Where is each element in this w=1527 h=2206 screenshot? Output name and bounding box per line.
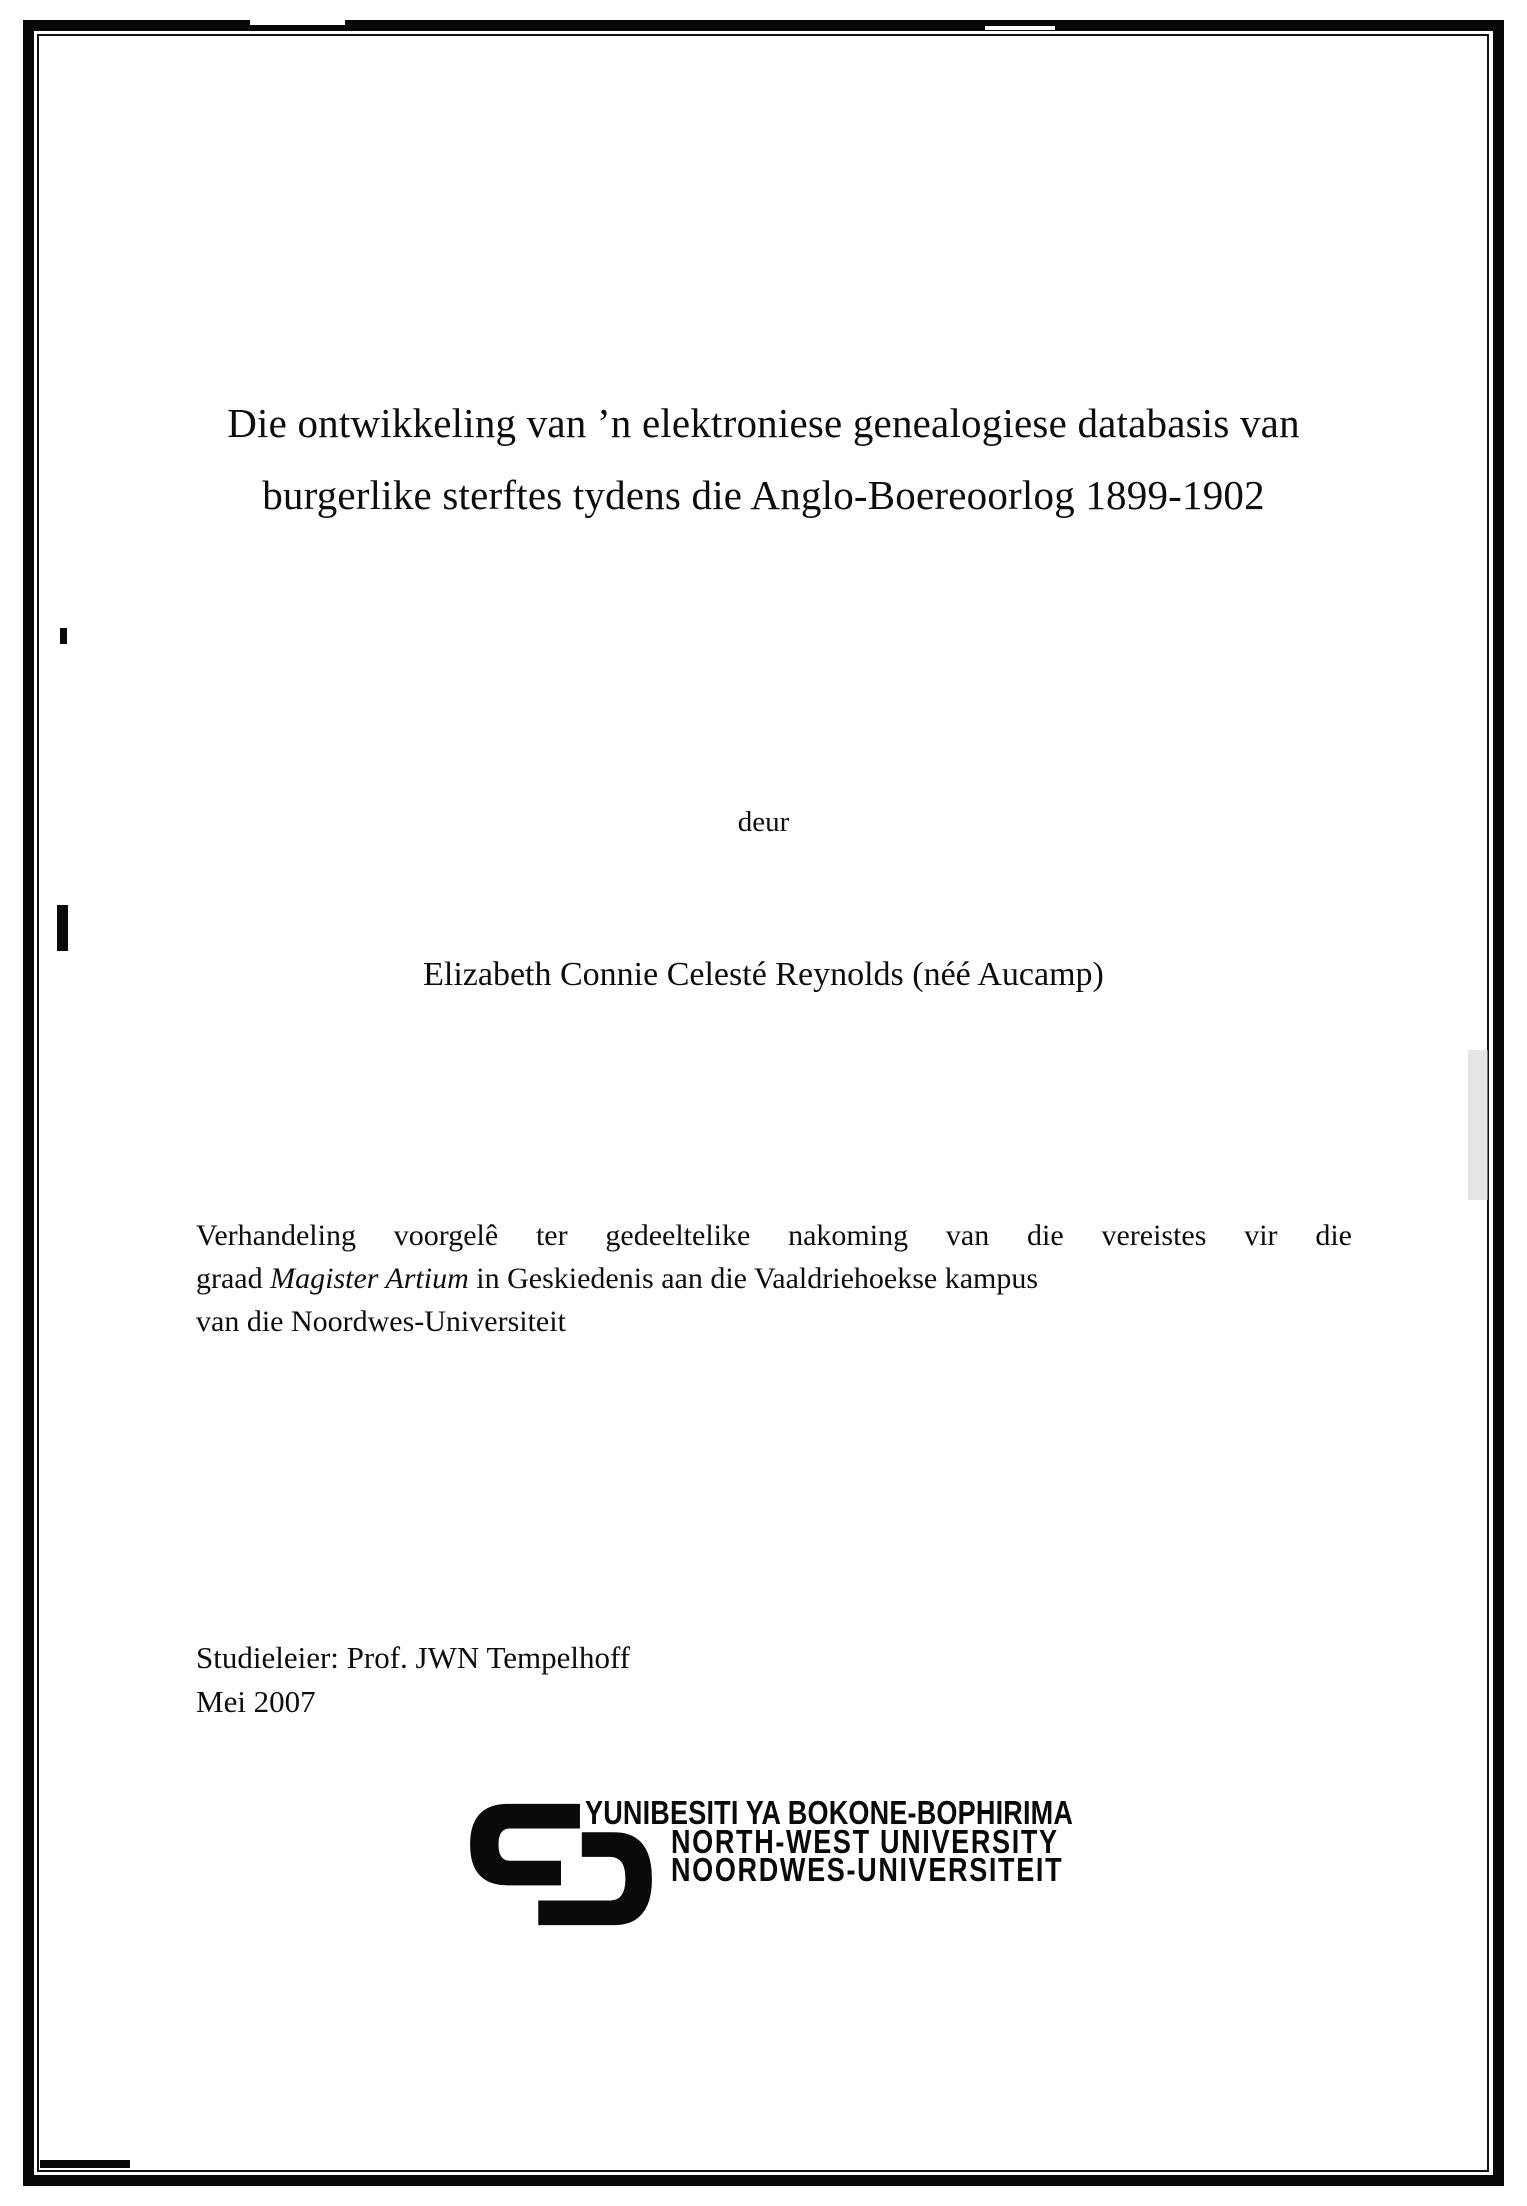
degree-statement-line2-post: in Geskiedenis aan die Vaaldriehoekse kampus <box>468 1262 1039 1295</box>
logo-line-setswana: YUNIBESITI YA BOKONE-BOPHIRIMA <box>585 1794 1074 1831</box>
scan-artifact <box>250 20 345 25</box>
supervisor-block <box>196 1636 630 1724</box>
degree-statement-line2 <box>196 1257 1352 1300</box>
author-name: Elizabeth Connie Celesté Reynolds (néé Aucamp) <box>423 956 1104 993</box>
scan-artifact <box>40 2160 130 2168</box>
supervisor-line: Studieleier: Prof. JWN Tempelhoff <box>196 1640 631 1675</box>
logo-line-afrikaans: NOORDWES-UNIVERSITEIT <box>671 1851 1064 1888</box>
scan-artifact <box>1468 1050 1488 1200</box>
logo-line-english: NORTH-WEST UNIVERSITY <box>671 1822 1059 1860</box>
thesis-title-line2: burgerlike sterftes tydens die Anglo-Boereoorlog 1899-1902 <box>262 472 1265 518</box>
byline: deur <box>737 806 790 838</box>
scan-artifact <box>985 26 1055 30</box>
nwu-logo-text <box>585 1794 1180 1888</box>
degree-statement-line3: van die Noordwes-Universiteit <box>196 1305 566 1338</box>
scan-artifact <box>60 628 67 644</box>
degree-statement-line2-pre: graad <box>196 1262 271 1295</box>
degree-statement <box>196 1214 1352 1343</box>
degree-name-italic: Magister Artium <box>270 1262 469 1295</box>
thesis-title-line1: Die ontwikkeling van ’n elektroniese genealogiese databasis van <box>227 400 1300 446</box>
date-line: Mei 2007 <box>196 1684 316 1719</box>
scan-artifact <box>57 905 68 951</box>
degree-statement-line1: Verhandeling voorgelê ter gedeeltelike nakoming van die vereistes vir die <box>196 1219 1352 1252</box>
